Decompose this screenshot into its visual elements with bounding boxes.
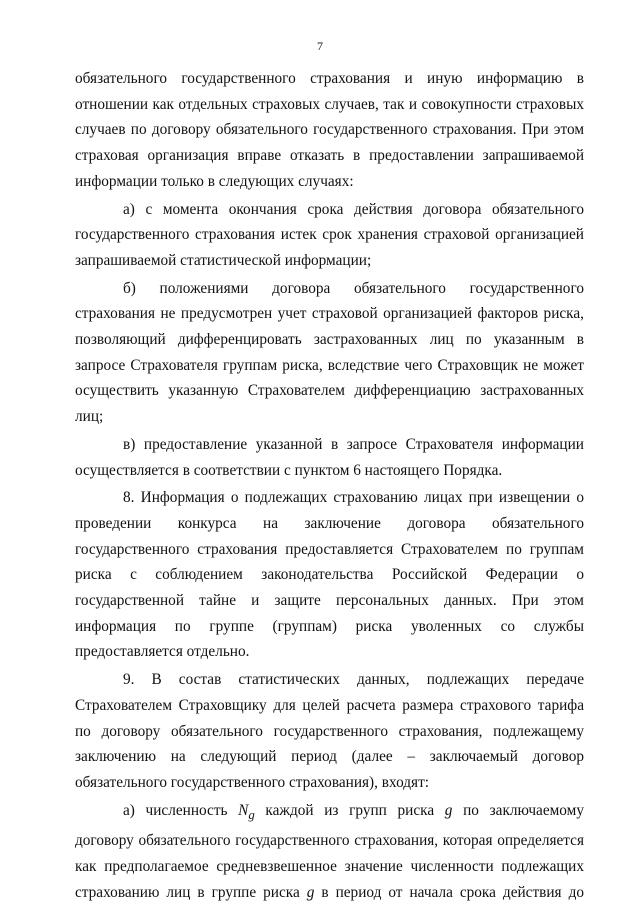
paragraph-item-b: б) положениями договора обязательного государственного страхования не предусмотрен учет страховой организацией факторов риска, позволяющий дифференцировать застрахованных лиц по указанным в запросе Страхователя группам риска, вследствие чего Страховщик не может осуществить указанную Страхователем дифференциацию застрахованных лиц;: [75, 279, 584, 426]
clause-9a-text-2: каждой из групп риска: [254, 801, 445, 819]
clause-9a-text-3: по заключаемому договору обязательного государственного страхования, которая определяется как предполагаемое средневзвешенное значение численности подлежащих страхованию лиц в группе риска: [75, 801, 584, 901]
formula-symbol-g-2: g: [306, 883, 315, 901]
page-number: 7: [317, 39, 323, 53]
formula-symbol-g: g: [444, 801, 453, 819]
paragraph-clause-9-item-a: [75, 798, 584, 906]
paragraph-continuation: обязательного государственного страхования и иную информацию в отношении как отдельных страховых случаев, так и совокупности страховых случаев по договору обязательного государственного страхования. При этом страховая организация вправе отказать в предоставлении запрашиваемой информации только в следующих случаях:: [75, 70, 584, 190]
formula-symbol-n: N: [238, 801, 249, 819]
paragraph-item-v: в) предоставление указанной в запросе Страхователя информации осуществляется в соответствии с пунктом 6 настоящего Порядка.: [75, 435, 584, 479]
paragraph-item-a: а) с момента окончания срока действия договора обязательного государственного страхования истек срок хранения страховой организацией запрашиваемой статистической информации;: [75, 200, 584, 269]
clause-9a-text-4: в период от начала срока действия до: [314, 883, 585, 901]
formula-subscript-g: g: [248, 807, 255, 822]
paragraph-clause-8: 8. Информация о подлежащих страхованию лицах при извещении о проведении конкурса на заключение договора обязательного государственного страхования предоставляется Страхователем по группам риска с соблюдением законодательства Российской Федерации о государственной тайне и защите персональных данных. При этом информация по группе (группам) риска уволенных со службы предоставляется отдельно.: [75, 489, 584, 661]
paragraph-clause-9: 9. В состав статистических данных, подлежащих передаче Страхователем Страховщику для целей расчета размера страхового тарифа по договору обязательного государственного страхования, подлежащему заключению на следующий период (далее – заключаемый договор обязательного государственного страхования), входят:: [75, 671, 584, 791]
clause-9a-text-1: а) численность: [123, 801, 239, 819]
